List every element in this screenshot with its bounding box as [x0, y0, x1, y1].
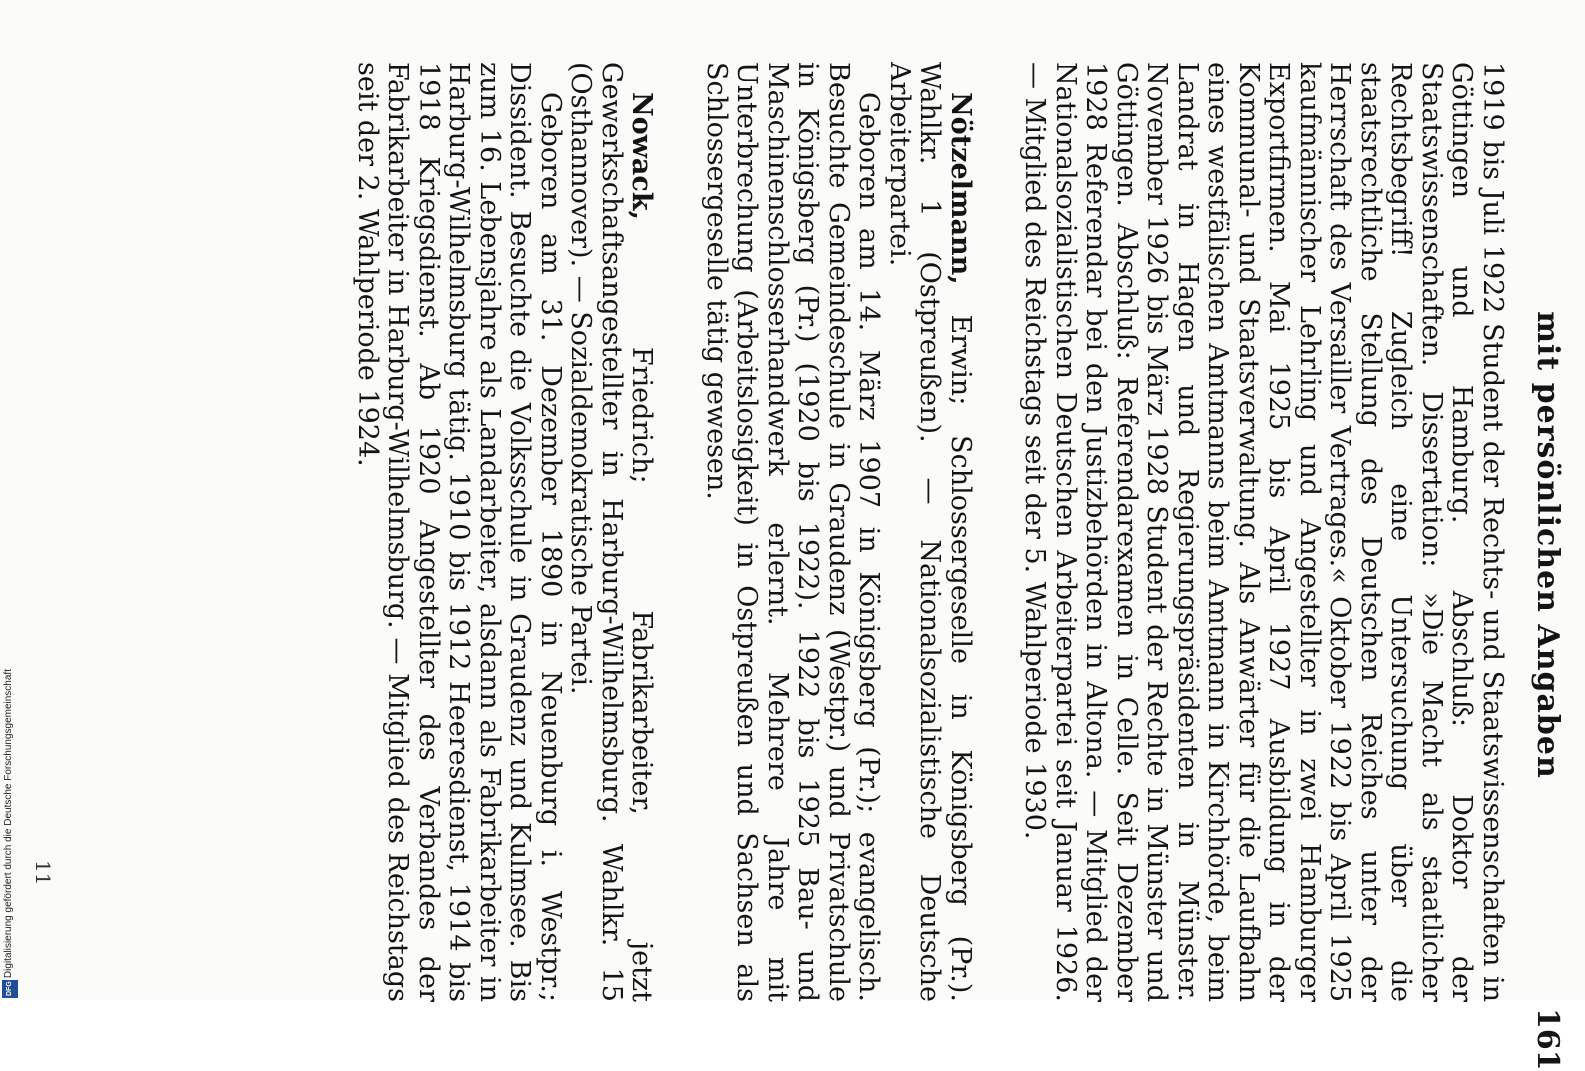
- page-body: [352, 62, 1508, 1002]
- entry-paragraph: Geboren am 14. März 1907 in Königsberg (Pr.); evangelisch. Besuchte Gemeindeschule in Graudenz (Westpr.) und Privatschule in Königsberg (Pr.) (1920 bis 1922). 1922 bis 1925 Bau- und Maschinenschlosserhandwerk erlernt. Mehrere Jahre mit Unterbrechung (Arbeitslosigkeit) in Ostpreußen und Sachsen als Schlossergeselle tätig gewesen.: [701, 62, 885, 1002]
- entry-noetzelmann: [701, 62, 976, 1002]
- entry-nowack: [352, 62, 657, 1002]
- entry-heading: [565, 62, 657, 1002]
- digitization-note: Digitalisierung gefördert durch die Deutsche Forschungsgemeinschaft: [3, 668, 14, 978]
- entry-name: Nowack,: [626, 92, 658, 220]
- entry-paragraph: 1919 bis Juli 1922 Student der Rechts- und Staatswissenschaften in Göttingen und Hamburg. Abschluß: Doktor der Staatswissenschaften. Dissertation: »Die Macht als staatlicher Rechtsbegriff! Zugleich eine Untersuchung über die staatsrechtliche Stellung des Deutschen Reiches unter der Herrschaft des Versailler Vertrages.« Oktober 1922 bis April 1925 kaufmännischer Lehrling und Angestellter in zwei Hamburger Exportfirmen. Mai 1925 bis April 1927 Ausbildung in der Kommunal- und Staatsverwaltung. Als Anwärter für die Laufbahn eines westfälischen Amtmanns beim Amtmann in Kirchhörde, beim Landrat in Hagen und Regierungspräsidenten in Münster. November 1926 bis März 1928 Student der Rechte in Münster und Göttingen. Abschluß: Referendarexamen in Celle. Seit Dezember 1928 Referendar bei den Justizbehörden in Altona. — Mitglied der Nationalsozialistischen Deutschen Arbeiterpartei seit Januar 1926. — Mitglied des Reichstags seit der 5. Wahlperiode 1930.: [1019, 62, 1508, 1002]
- entry-continuation: [1019, 62, 1507, 1002]
- page-header: [1515, 70, 1565, 1071]
- entry-paragraph: Geboren am 31. Dezember 1890 in Neuenburg i. Westpr.; Dissident. Besuchte die Volksschule in Graudenz und Kulmsee. Bis zum 16. Lebensjahre als Landarbeiter, alsdann als Fabrikarbeiter in Harburg-Wilhelmsburg tätig. 1910 bis 1912 Heeresdienst, 1914 bis 1918 Kriegsdienst. Ab 1920 Angestellter des Verbandes der Fabrikarbeiter in Harburg-Wilhelmsburg. — Mitglied des Reichstags seit der 2. Wahlperiode 1924.: [352, 62, 566, 1002]
- dfg-logo: DFG: [2, 980, 18, 998]
- page-number: 161: [1530, 1008, 1565, 1071]
- running-head: mit persönlichen Angaben: [1530, 311, 1565, 779]
- entry-intro: Erwin; Schlossergeselle in Königsberg (Pr.). Wahlkr. 1 (Ostpreußen). — Nationalsozialistische Deutsche Arbeiterpartei.: [884, 62, 976, 1002]
- entry-name: Nötzelmann,: [945, 92, 976, 285]
- entry-intro: Friedrich; Fabrikarbeiter, jetzt Gewerkschaftsangestellter in Harburg-Wilhelmsburg. Wahlkr. 15 (Osthannover). — Sozialdemokratische Partei.: [565, 62, 658, 1002]
- sheet-number: 11: [31, 860, 55, 886]
- entry-heading: [884, 62, 976, 1002]
